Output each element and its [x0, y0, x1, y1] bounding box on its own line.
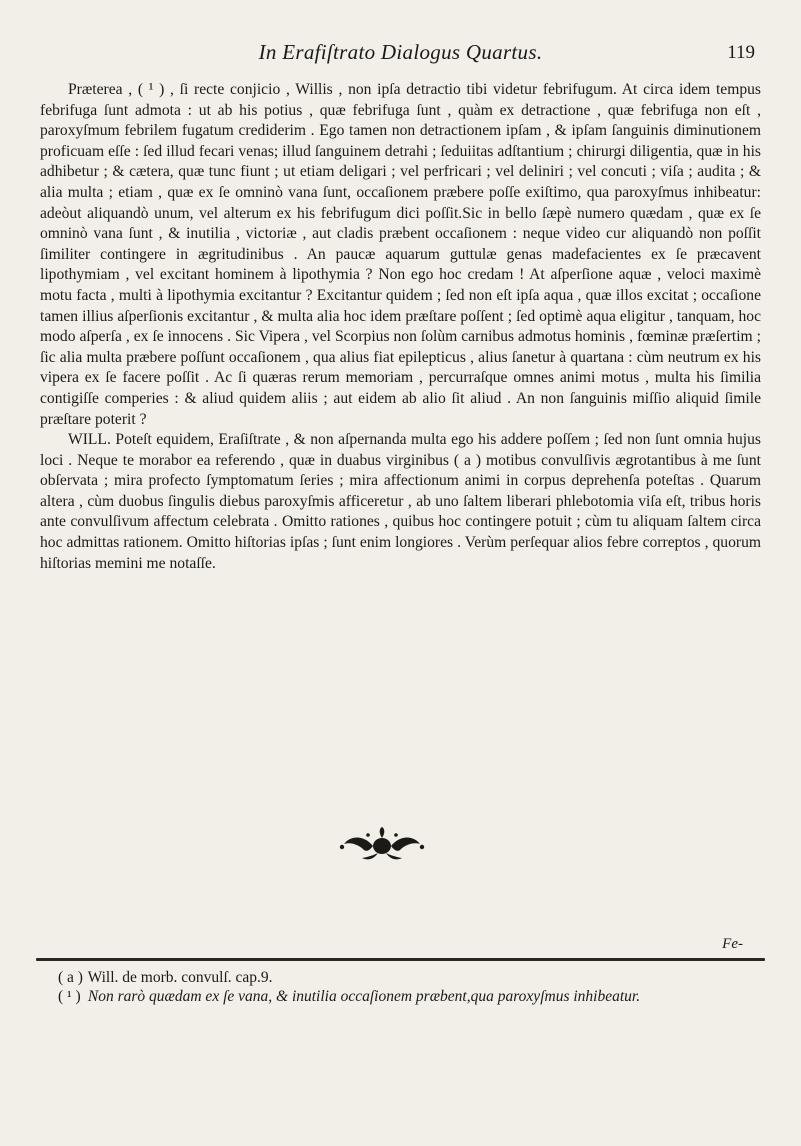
paragraph-text: Præterea , ( ¹ ) , ſi recte conjicio , Willis , non ipſa detractio tibi videtur febrifugum. At circa idem tempus febrifuga ſunt admota : ut ab his potius , quæ febrifuga ſunt , quàm ex detractione , quæ febrifuga non eſt , paroxyſmum febrilem fugatum crediderim . Ego tamen non detractionem ipſam , & ipſam ſanguinis diminutionem proficuam eſſe : ſed illud fecari venas; illud ſanguinem detrahi ; ſeduiitas adſtantium ; chirurgi diligentia, quæ in his adhibetur ; & cætera, quæ tunc fiunt ; ut etiam deligari ; vel perfricari ; vel deliniri ; vel concuti ; viſa ; audita ; & alia multa ; etiam , quæ ex ſe omninò vana ſunt, occaſionem præbere poſſe exiſtimo, qua paroxyſmus inhibeatur: adeòut aliquandò unum, vel alterum ex his febrifugum dici poſſit.Sic in bello ſæpè numero quædam , quæ ex ſe omninò vana ſunt , & inutilia , victoriæ , aut cladis præbent occaſionem : neque video cur aliquandò non poſſit ſimiliter contingere in ægritudinibus . An paucæ aquarum guttulæ genas madefacientes ex ſe præcavent lipothymiam , vel excitant hominem à lipothymia ? Non ego hoc credam ! At aſperſione aquæ , veloci maximè motu facta , multi à lipothymia excitantur ? Excitantur quidem ; ſed non eſt ipſa aqua , quæ illos excitat ; occaſione tamen illius aſperſionis excitantur , & multa alia hoc idem præſtare poſſent ; ſed optimè aqua eligitur , tanquam, hoc modo aſperſa , ex ſe innocens . Sic Vipera , vel Scorpius non ſolùm carnibus admotus hominis , fœminæ præſertim ; ſic alia multa præbere poſſunt occaſionem , qua alius fiat epilepticus , alius ſanetur à quartana : cùm neutrum ex his vipera ex ſe facere poſſit . Ac ſi quæras rerum memoriam , percurraſque omnes animi motus , multa his ſimilia contigiſſe comperies : & aliud quidem aliis ; aut eidem ab alio ſit aliud . An non ſanguinis miſſio aliquid ſimile præſtare poterit ?	[40, 81, 761, 428]
body-text	[40, 80, 761, 574]
speaker-label: WILL.	[68, 431, 111, 449]
catchword: Fe-	[722, 936, 743, 952]
reply-text: Poteſt equidem, Eraſiſtrate , & non aſpernanda multa ego his addere poſſem ; ſed non ſunt omnia hujus loci . Neque te morabor ea referendo , quæ in duabus virginibus ( a ) motibus convulſivis ægrotantibus à me ſunt obſervata ; mira profecto ſymptomatum ſeries ; mira affectionum animi in corpus deprehenſa poteſtas . Quarum altera , cùm duobus ſingulis diebus paroxyſmis afficeretur , ab uno ſaltem liberari phlebotomia viſa eſt, tribus horis ante convulſivum affectum celebrata . Omitto rationes , quibus hoc contingere potuit ; cùm tu aliquam ſaltem circa hoc admittas rationem. Omitto hiſtorias ipſas ; ſunt enim longiores . Verùm perſequar alios febre correptos , quorum hiſtorias memini me notaſſe.	[40, 431, 761, 572]
running-title: In Erafiſtrato Dialogus Quartus.	[258, 40, 543, 64]
page-number: 119	[727, 42, 755, 63]
fleuron-ornament-icon	[338, 826, 426, 864]
footnote-mark: ( a )	[58, 969, 83, 986]
footnote-rule	[36, 958, 765, 961]
footnote-text: Will. de morb. convulſ. cap.9.	[87, 969, 273, 986]
footnote-mark: ( ¹ )	[58, 988, 81, 1005]
footnote-text: Non rarò quædam ex ſe vana, & inutilia occaſionem præbent,qua paroxyſmus inhibeatur.	[87, 988, 641, 1005]
paragraph	[40, 80, 761, 430]
footnote	[58, 968, 761, 987]
footnote	[58, 987, 761, 1006]
footnotes	[58, 968, 761, 1006]
page-header	[40, 40, 761, 72]
paragraph-reply	[40, 430, 761, 574]
